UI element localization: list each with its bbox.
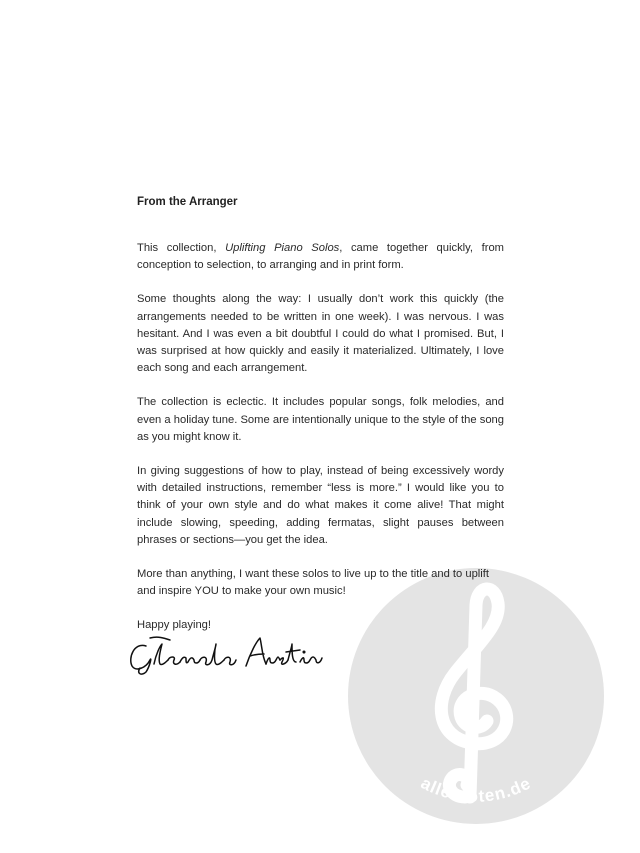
- watermark-text: alle-noten.de: [417, 773, 535, 806]
- paragraph-text-after: , came together quickly, from conception to selection, to arranging and in print form.: [137, 242, 504, 272]
- paragraph-text-before: This collection,: [137, 242, 226, 254]
- paragraph: Some thoughts along the way: I usually don’t work this quickly (the arrangements needed to be written in one week). I was nervous. I was hesitant. And I was even a bit doubtful I could do what I promised. But, I was surprised at how quickly and easily it materialized. Ultimately, I love each song and each arrangement.: [137, 293, 504, 375]
- book-title: Uplifting Piano Solos: [225, 242, 340, 254]
- paragraph: The collection is eclectic. It includes popular songs, folk melodies, and even a holiday tune. Some are intentionally unique to the style of the song as you might know it.: [137, 396, 504, 443]
- closing-line: Happy playing!: [137, 619, 212, 632]
- paragraph: More than anything, I want these solos to live up to the title and to uplift and inspire YOU to make your own music!: [137, 568, 489, 598]
- page-title: From the Arranger: [137, 196, 238, 208]
- signature: [124, 632, 330, 678]
- paragraph: In giving suggestions of how to play, instead of being excessively wordy with detailed instructions, remember “less is more.” I would like you to think of your own style and do what makes it come alive! That might include slowing, speeding, adding fermatas, slight pauses between phrases or sections—you get the idea.: [137, 465, 504, 546]
- paragraph: [137, 240, 504, 274]
- letter-body: [137, 240, 504, 652]
